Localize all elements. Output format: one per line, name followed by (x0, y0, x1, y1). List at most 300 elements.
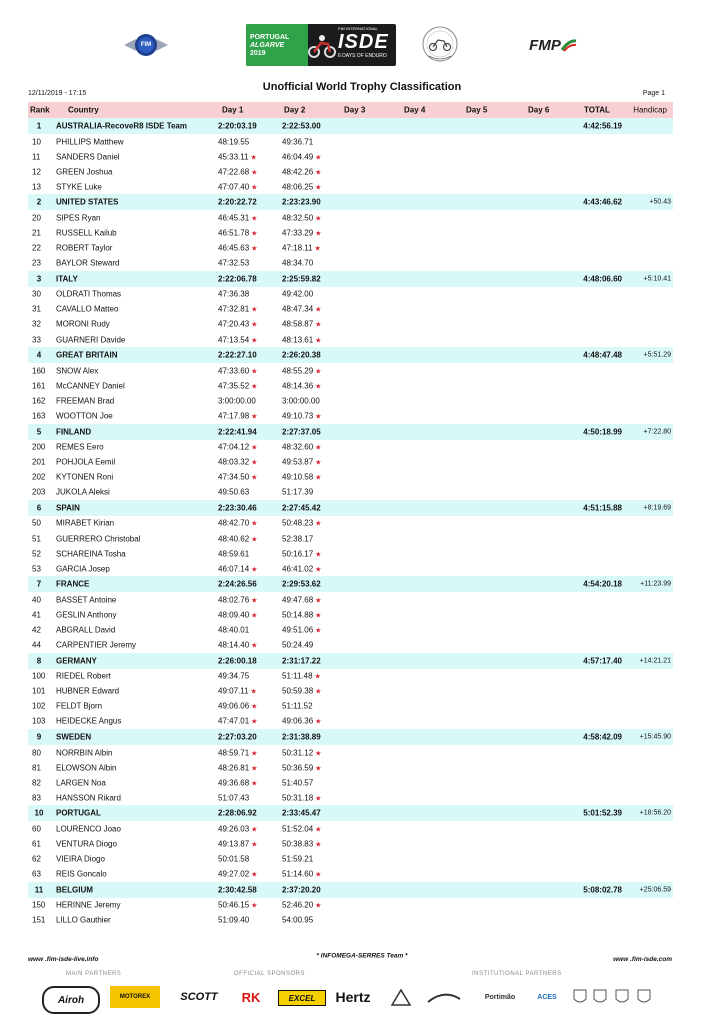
rider-name: FREEMAN Brad (56, 396, 115, 406)
rider-number: 11 (32, 152, 41, 162)
rider-day2-cell (282, 411, 321, 420)
rider-day2: 46:04.49 (282, 152, 314, 162)
rider-day1-cell (218, 335, 257, 344)
penalty-star-icon: ★ (315, 154, 322, 162)
rider-day2-cell (282, 182, 321, 191)
rider-name: POHJOLA Eemil (56, 457, 116, 467)
rider-row (28, 302, 673, 317)
rider-number: 151 (32, 915, 46, 925)
team-total: 4:58:42.09 (583, 732, 622, 742)
rider-name: GESLIN Anthony (56, 610, 117, 620)
col-total: TOTAL (584, 105, 610, 115)
team-day1: 2:27:03.20 (218, 732, 257, 742)
rider-day2-cell (282, 229, 321, 238)
rider-number: 202 (32, 472, 46, 482)
rider-row (28, 225, 673, 240)
team-handicap: +8:19.69 (643, 504, 671, 512)
team-rank: 1 (36, 121, 42, 131)
penalty-star-icon: ★ (251, 444, 258, 452)
team-row (28, 347, 673, 363)
rider-day2: 48:55.29 (282, 366, 314, 376)
rider-day2: 49:42.00 (282, 289, 314, 299)
team-day1: 2:28:06.92 (218, 808, 257, 818)
team-handicap: +50.43 (649, 198, 671, 206)
rider-day2-cell (282, 366, 321, 375)
penalty-star-icon: ★ (315, 321, 322, 329)
rider-row (28, 516, 673, 531)
rider-number: 50 (32, 518, 41, 528)
rider-day2-cell (282, 213, 321, 222)
rider-day2-cell (282, 167, 321, 176)
vintage-trophy-emblem-icon (420, 22, 460, 68)
rider-day2-cell (282, 778, 313, 787)
rider-day2-cell (282, 870, 321, 879)
rider-number: 30 (32, 289, 41, 299)
rider-day2: 48:32.60 (282, 442, 314, 452)
rider-day1: 47:35.52 (218, 381, 250, 391)
rider-day1: 49:07.11 (218, 686, 249, 696)
isde-subtitle: 6 DAYS OF ENDURO (338, 53, 387, 59)
rider-day1: 47:47.01 (218, 716, 250, 726)
rider-row (28, 592, 673, 607)
rider-day2: 49:36.71 (282, 137, 314, 147)
rider-row (28, 852, 673, 867)
rider-day1-cell (218, 641, 257, 650)
penalty-star-icon: ★ (251, 750, 258, 758)
rider-number: 161 (32, 381, 46, 391)
rider-day2-cell (282, 152, 321, 161)
penalty-star-icon: ★ (315, 184, 322, 192)
penalty-star-icon: ★ (315, 474, 322, 482)
team-rank: 2 (36, 197, 42, 207)
rider-day1-cell (218, 702, 257, 711)
penalty-star-icon: ★ (315, 459, 322, 467)
team-country: FINLAND (56, 427, 92, 436)
team-day2: 2:29:53.62 (282, 579, 321, 589)
penalty-star-icon: ★ (250, 154, 257, 162)
rider-day1-cell (218, 672, 249, 681)
rider-day2: 51:52.04 (282, 824, 314, 834)
rider-name: RIEDEL Robert (56, 671, 111, 681)
rider-row (28, 455, 673, 470)
penalty-star-icon: ★ (251, 230, 258, 238)
team-country: GREAT BRITAIN (56, 350, 118, 360)
penalty-star-icon: ★ (251, 413, 258, 421)
team-rank: 3 (36, 274, 42, 284)
page-number: Page 1 (642, 90, 665, 97)
penalty-star-icon: ★ (251, 474, 258, 482)
rider-row (28, 408, 673, 423)
rider-day2-cell (282, 396, 320, 405)
rider-day2: 50:24.49 (282, 640, 314, 650)
rider-name: SCHAREINA Tosha (56, 549, 126, 559)
rider-day1-cell (218, 396, 256, 405)
team-country: PORTUGAL (56, 808, 101, 818)
rider-day2: 52:38.17 (282, 534, 314, 544)
rider-day1-cell (218, 840, 257, 849)
rider-number: 80 (32, 748, 41, 758)
rider-day2-cell (282, 840, 321, 849)
rider-day2: 50:48.23 (282, 518, 314, 528)
penalty-star-icon: ★ (251, 826, 258, 834)
rider-day1: 47:33.60 (218, 366, 250, 376)
team-total: 4:57:17.40 (583, 656, 622, 666)
rider-number: 20 (32, 213, 41, 223)
rider-day1: 47:07.40 (218, 182, 250, 192)
rider-day2-cell (282, 290, 313, 299)
rider-day2: 46:41.02 (282, 564, 314, 574)
penalty-star-icon: ★ (314, 673, 321, 681)
rider-day1: 49:27.02 (218, 869, 250, 879)
penalty-star-icon: ★ (315, 750, 322, 758)
rider-day1-cell (218, 244, 257, 253)
team-handicap: +18:56.20 (639, 809, 671, 817)
rider-number: 101 (32, 686, 46, 696)
team-day2: 2:37:20.20 (282, 885, 321, 895)
rider-day1-cell (218, 778, 257, 787)
rider-number: 31 (32, 304, 41, 314)
rider-number: 32 (32, 319, 41, 329)
rider-day1: 48:02.76 (218, 595, 250, 605)
team-row (28, 500, 673, 516)
penalty-star-icon: ★ (315, 688, 322, 696)
footer-live-url: www .fim-isde-live.info (28, 956, 99, 963)
rider-day2: 50:36.59 (282, 763, 314, 773)
penalty-star-icon: ★ (251, 368, 258, 376)
rider-day1-cell (218, 793, 249, 802)
rider-name: PHILLIPS Matthew (56, 137, 124, 147)
rider-number: 53 (32, 564, 41, 574)
penalty-star-icon: ★ (314, 245, 321, 253)
rider-day2: 48:42.26 (282, 167, 314, 177)
rider-number: 103 (32, 716, 46, 726)
rider-name: HERINNE Jeremy (56, 900, 121, 910)
fpm-emblem-icon (424, 986, 464, 1008)
rider-day2-cell (282, 687, 321, 696)
rider-day2: 50:14.88 (282, 610, 314, 620)
rider-day2-cell (282, 549, 321, 558)
col-country: Country (68, 105, 99, 115)
rider-day2: 48:58.87 (282, 319, 314, 329)
rider-row (28, 821, 673, 836)
rider-row (28, 164, 673, 179)
col-day2: Day 2 (284, 105, 306, 115)
rider-day1: 51:07.43 (218, 793, 250, 803)
rider-day2: 50:59.38 (282, 686, 314, 696)
rider-day2-cell (282, 702, 313, 711)
rider-day1: 49:34.75 (218, 671, 250, 681)
rider-number: 33 (32, 335, 41, 345)
team-row (28, 882, 673, 898)
rider-day2-cell (282, 137, 313, 146)
team-country: ITALY (56, 274, 78, 284)
team-total: 5:08:02.78 (583, 885, 622, 895)
header-logos (0, 22, 724, 72)
penalty-star-icon: ★ (315, 795, 322, 803)
rider-row (28, 898, 673, 913)
penalty-star-icon: ★ (315, 551, 322, 559)
isde-region-year: 2019 (250, 50, 266, 57)
rider-day2: 54:00.95 (282, 915, 314, 925)
rider-day1: 49:26.03 (218, 824, 250, 834)
rider-row (28, 669, 673, 684)
rider-row (28, 531, 673, 546)
rider-day1: 48:19.55 (218, 137, 250, 147)
rider-day1-cell (218, 763, 257, 772)
rider-day1: 47:22.68 (218, 167, 250, 177)
team-day2: 2:25:59.82 (282, 274, 321, 284)
rider-day2-cell (282, 320, 321, 329)
team-total: 4:50:18.99 (583, 427, 622, 436)
rider-name: McCANNEY Daniel (56, 381, 125, 391)
partner-aces-logo: ACES (537, 993, 557, 1001)
col-rank: Rank (30, 105, 50, 115)
rider-day2: 49:06.36 (282, 716, 314, 726)
penalty-star-icon: ★ (315, 597, 322, 605)
rider-day2: 48:14.36 (282, 381, 314, 391)
rider-day1: 50:46.15 (218, 900, 250, 910)
penalty-star-icon: ★ (251, 703, 258, 711)
penalty-star-icon: ★ (251, 841, 258, 849)
rider-day1-cell (218, 625, 249, 634)
rider-day2-cell (282, 625, 321, 634)
rider-row (28, 699, 673, 714)
team-country: SWEDEN (56, 732, 92, 742)
penalty-star-icon: ★ (315, 871, 322, 879)
rider-number: 13 (32, 182, 41, 192)
penalty-star-icon: ★ (251, 780, 258, 788)
rider-name: ROBERT Taylor (56, 243, 113, 253)
rider-row (28, 607, 673, 622)
team-row (28, 118, 673, 134)
rider-number: 102 (32, 701, 46, 711)
rider-day2-cell (282, 717, 321, 726)
rider-day1: 48:42.70 (218, 518, 250, 528)
isde-logo (246, 24, 396, 66)
rider-day1: 46:45.63 (218, 243, 250, 253)
rider-name: GARCIA Josep (56, 564, 110, 574)
rider-row (28, 179, 673, 194)
team-total: 4:48:06.60 (583, 274, 622, 284)
rider-number: 63 (32, 869, 41, 879)
rider-day2: 51:14.60 (282, 869, 314, 879)
rider-day2-cell (282, 824, 321, 833)
rider-day1: 47:13.54 (218, 335, 250, 345)
rider-name: HUBNER Edward (56, 686, 120, 696)
sponsor-airoh-logo: Airoh (42, 986, 100, 1014)
rider-number: 23 (32, 258, 41, 268)
official-sponsors-label: OFFICIAL SPONSORS (234, 971, 305, 977)
rider-day1: 46:51.78 (218, 228, 250, 238)
rider-day2: 49:10.58 (282, 472, 314, 482)
penalty-star-icon: ★ (315, 306, 322, 314)
team-total: 4:51:15.88 (583, 503, 622, 513)
team-total: 4:43:46.62 (583, 197, 622, 207)
rider-day2-cell (282, 641, 313, 650)
rider-name: FELDT Bjorn (56, 701, 103, 711)
institutional-emblem-icon (388, 986, 414, 1008)
rider-row (28, 836, 673, 851)
penalty-star-icon: ★ (251, 612, 258, 620)
rider-day1: 47:04.12 (218, 442, 250, 452)
rider-day1-cell (218, 610, 257, 619)
rider-day2: 51:40.57 (282, 778, 314, 788)
penalty-star-icon: ★ (315, 612, 322, 620)
rider-day1: 47:32.53 (218, 258, 250, 268)
rider-number: 201 (32, 457, 46, 467)
rider-day1-cell (218, 167, 257, 176)
rider-day2: 48:32.50 (282, 213, 314, 223)
rider-day1: 49:50.63 (218, 487, 250, 497)
team-rank: 5 (36, 427, 42, 436)
col-handicap: Handicap (633, 105, 667, 115)
rider-name: ABGRALL David (56, 625, 116, 635)
penalty-star-icon: ★ (250, 688, 257, 696)
rider-name: WOOTTON Joe (56, 411, 113, 421)
isde-top-text: FIM INTERNATIONAL (338, 26, 378, 31)
rider-day1-cell (218, 213, 257, 222)
rider-row (28, 561, 673, 576)
rider-name: NORRBIN Albin (56, 748, 113, 758)
team-total: 4:42:56.19 (583, 121, 622, 131)
penalty-star-icon: ★ (251, 520, 258, 528)
rider-name: REIS Goncalo (56, 869, 107, 879)
footer-credit: * INFOMEGA-SERRES Team * (316, 952, 408, 960)
team-country: FRANCE (56, 579, 90, 589)
rider-day1-cell (218, 901, 257, 910)
team-day1: 2:24:26.56 (218, 579, 257, 589)
rider-day1: 51:09.40 (218, 915, 250, 925)
rider-row (28, 332, 673, 347)
rider-row (28, 775, 673, 790)
main-partners-label: MAIN PARTNERS (66, 971, 122, 977)
rider-day2: 47:18.11 (282, 243, 313, 253)
rider-number: 12 (32, 167, 41, 177)
rider-number: 82 (32, 778, 41, 788)
rider-day1-cell (218, 519, 257, 528)
rider-day2-cell (282, 305, 321, 314)
team-day1: 2:20:03.19 (218, 121, 257, 131)
rider-number: 60 (32, 824, 41, 834)
penalty-star-icon: ★ (251, 566, 258, 574)
rider-number: 81 (32, 763, 41, 773)
team-country: AUSTRALIA-RecoveR8 ISDE Team (56, 121, 187, 131)
rider-day2-cell (282, 610, 321, 619)
rider-number: 83 (32, 793, 41, 803)
penalty-star-icon: ★ (251, 642, 258, 650)
rider-day1: 48:03.32 (218, 457, 250, 467)
rider-day1: 48:59.61 (218, 549, 250, 559)
rider-day1-cell (218, 290, 249, 299)
rider-row (28, 317, 673, 332)
penalty-star-icon: ★ (315, 520, 322, 528)
rider-day2-cell (282, 443, 321, 452)
team-day2: 2:23:23.90 (282, 197, 321, 207)
rider-day1: 47:34.50 (218, 472, 250, 482)
rider-day1: 3:00:00.00 (218, 396, 256, 406)
rider-number: 100 (32, 671, 46, 681)
col-day3: Day 3 (344, 105, 366, 115)
team-total: 4:54:20.18 (583, 579, 622, 589)
rider-day1: 48:26.81 (218, 763, 250, 773)
penalty-star-icon: ★ (315, 169, 322, 177)
institutional-crests-icon (568, 986, 658, 1008)
rider-row (28, 638, 673, 653)
rider-day1: 47:32.81 (218, 304, 250, 314)
rider-day2: 51:11.52 (282, 701, 313, 711)
rider-day2: 48:13.61 (282, 335, 314, 345)
sponsor-scott-logo: SCOTT (180, 991, 218, 1003)
penalty-star-icon: ★ (251, 871, 258, 879)
rider-day1: 48:14.40 (218, 640, 250, 650)
penalty-star-icon: ★ (251, 169, 258, 177)
rider-name: HANSSON Rikard (56, 793, 121, 803)
rider-day2-cell (282, 564, 321, 573)
team-handicap: +25:06.59 (639, 886, 671, 894)
rider-day2-cell (282, 901, 321, 910)
rider-number: 162 (32, 396, 46, 406)
rider-day1-cell (218, 870, 257, 879)
rider-day2-cell (282, 458, 321, 467)
penalty-star-icon: ★ (315, 841, 322, 849)
rider-day1-cell (218, 305, 257, 314)
rider-number: 150 (32, 900, 46, 910)
rider-number: 42 (32, 625, 41, 635)
rider-day1-cell (218, 229, 257, 238)
rider-day1: 45:33.11 (218, 152, 249, 162)
team-day2: 2:31:38.89 (282, 732, 321, 742)
rider-day1-cell (218, 458, 257, 467)
rider-day2-cell (282, 672, 321, 681)
rider-day1: 46:45.31 (218, 213, 250, 223)
rider-name: MIRABET Kirian (56, 518, 115, 528)
rider-name: BASSET Antoine (56, 595, 117, 605)
rider-name: GUERRERO Christobal (56, 534, 141, 544)
rider-day2-cell (282, 259, 313, 268)
penalty-star-icon: ★ (315, 718, 322, 726)
rider-day2: 49:53.87 (282, 457, 314, 467)
rider-day1-cell (218, 152, 257, 161)
rider-name: CAVALLO Matteo (56, 304, 119, 314)
rider-day2-cell (282, 488, 313, 497)
rider-day2-cell (282, 335, 321, 344)
team-rank: 7 (36, 579, 42, 589)
penalty-star-icon: ★ (251, 321, 258, 329)
rider-day1-cell (218, 687, 257, 696)
rider-row (28, 913, 673, 928)
rider-day2: 50:38.83 (282, 839, 314, 849)
rider-day2-cell (282, 916, 313, 925)
rider-day2: 48:34.70 (282, 258, 314, 268)
rider-day2: 50:31.18 (282, 793, 314, 803)
rider-number: 51 (32, 534, 41, 544)
rider-day2: 48:06.25 (282, 182, 314, 192)
rider-number: 22 (32, 243, 41, 253)
rider-day1-cell (218, 916, 249, 925)
rider-day2-cell (282, 748, 321, 757)
rider-day1-cell (218, 534, 257, 543)
rider-day1-cell (218, 366, 257, 375)
rider-day1: 48:59.71 (218, 748, 250, 758)
rider-number: 10 (32, 137, 41, 147)
team-rank: 6 (36, 503, 42, 513)
rider-number: 61 (32, 839, 41, 849)
sponsor-excel-logo: EXCEL (278, 990, 326, 1006)
rider-row (28, 684, 673, 699)
sponsor-rk-logo: RK (241, 989, 261, 1005)
rider-row (28, 149, 673, 164)
penalty-star-icon: ★ (251, 597, 258, 605)
